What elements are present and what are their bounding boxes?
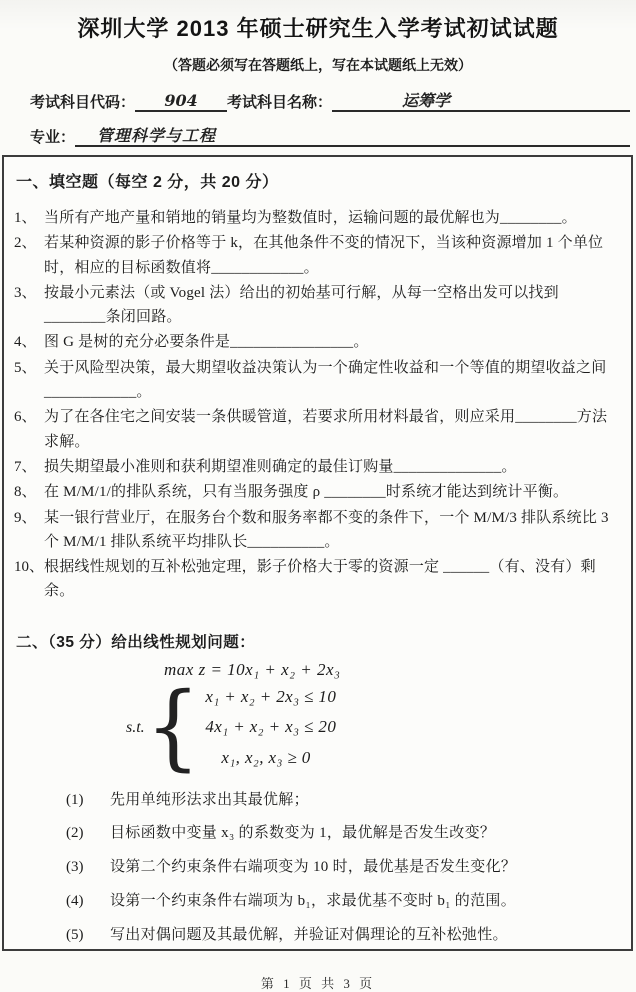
subquestions bbox=[66, 790, 619, 947]
fill-blank-item-4 bbox=[14, 330, 619, 354]
constraint-2: 4x₁ + x₂ + x₃ ≤ 20 bbox=[205, 717, 337, 737]
item-number: 9、 bbox=[14, 509, 37, 526]
answer-sheet-notice: （答题必须写在答题纸上，写在本试题纸上无效） bbox=[164, 57, 472, 73]
fill-blank-item-2 bbox=[14, 231, 619, 280]
subquestion-number: (1) bbox=[66, 791, 84, 808]
subquestion-5 bbox=[66, 925, 619, 947]
item-text: 根据线性规划的互补松弛定理，影子价格大于零的资源一定 ______（有、没有）剩余。 bbox=[44, 559, 596, 600]
item-text: 按最小元素法（或 Vogel 法）给出的初始基可行解，从每一空格出发可以找到________条闭回路。 bbox=[44, 284, 559, 326]
fill-blank-item-8 bbox=[14, 480, 619, 504]
major-field-row bbox=[30, 126, 630, 147]
item-number: 10、 bbox=[14, 559, 45, 576]
subquestion-text: 写出对偶问题及其最优解，并验证对偶理论的互补松弛性。 bbox=[110, 926, 508, 943]
major-value: 管理科学与工程 bbox=[75, 127, 630, 147]
subquestion-number: (4) bbox=[66, 892, 84, 909]
item-text: 关于风险型决策，最大期望收益决策认为一个确定性收益和一个等值的期望收益之间____________。 bbox=[44, 359, 607, 401]
subquestion-text: 设第二个约束条件右端项变为 10 时，最优基是否发生变化？ bbox=[110, 859, 517, 876]
fill-blank-item-3 bbox=[14, 281, 619, 330]
section2 bbox=[14, 630, 619, 947]
item-text: 图 G 是树的充分必要条件是________________。 bbox=[44, 334, 369, 351]
fill-blank-item-9 bbox=[14, 506, 619, 555]
fill-blank-item-10 bbox=[14, 555, 619, 604]
constraint-3: x₁, x₂, x₃ ≥ 0 bbox=[221, 747, 311, 767]
objective-function: max z = 10x₁ + x₂ + 2x₃ bbox=[164, 659, 341, 679]
section2-heading: 二、（35 分）给出线性规划问题： bbox=[16, 633, 256, 651]
subject-name-label: 考试科目名称： bbox=[227, 94, 333, 111]
major-label: 专业： bbox=[30, 129, 76, 146]
item-number: 3、 bbox=[14, 284, 37, 301]
item-text: 若某种资源的影子价格等于 k，在其他条件不变的情况下，当该种资源增加 1 个单位时，相应的目标函数值将____________。 bbox=[44, 235, 604, 276]
subquestion-number: (3) bbox=[66, 859, 84, 876]
item-number: 6、 bbox=[14, 409, 37, 426]
constraints-block bbox=[126, 672, 619, 781]
linear-program-formula bbox=[14, 659, 619, 781]
question-border-box bbox=[2, 155, 633, 951]
fill-blank-items bbox=[14, 206, 619, 604]
subject-code-label: 考试科目代码： bbox=[30, 94, 136, 111]
constraint-lines bbox=[205, 682, 336, 774]
fill-blank-item-1 bbox=[14, 206, 619, 230]
subject-name-value: 运筹学 bbox=[332, 92, 630, 112]
item-text: 某一银行营业厅，在服务台个数和服务率都不变的条件下，一个 M/M/3 排队系统比 3 个 M/M/1 排队系统平均排队长__________。 bbox=[44, 509, 609, 550]
subject-code-value: 904 bbox=[135, 92, 227, 112]
left-brace-icon: { bbox=[145, 672, 201, 781]
page-number: 第 1 页 共 3 页 bbox=[260, 976, 376, 991]
item-text: 当所有产地产量和销地的销量均为整数值时，运输问题的最优解也为________。 bbox=[44, 210, 577, 226]
subquestion-1 bbox=[66, 790, 619, 812]
subquestion-text: 设第一个约束条件右端项为 b₁，求最优基不变时 b₁ 的范围。 bbox=[110, 892, 517, 909]
fill-blank-item-6 bbox=[14, 405, 619, 454]
item-number: 7、 bbox=[14, 458, 37, 475]
constraint-1: x₁ + x₂ + 2x₃ ≤ 10 bbox=[205, 686, 337, 706]
item-number: 1、 bbox=[14, 210, 37, 226]
item-number: 5、 bbox=[14, 359, 37, 376]
subquestion-2 bbox=[66, 823, 619, 845]
section1-heading: 一、填空题（每空 2 分，共 20 分） bbox=[16, 174, 279, 191]
item-text: 为了在各住宅之间安装一条供暖管道，若要求所用材料最省，则应采用________方法求解。 bbox=[44, 409, 608, 450]
item-number: 4、 bbox=[14, 334, 37, 351]
fill-blank-item-7 bbox=[14, 455, 619, 479]
item-text: 在 M/M/1/的排队系统，只有当服务强度 ρ ________时系统才能达到统计平衡。 bbox=[44, 484, 569, 501]
subquestion-4 bbox=[66, 891, 619, 913]
item-number: 2、 bbox=[14, 235, 37, 252]
fill-blank-item-5 bbox=[14, 356, 619, 405]
subquestion-text: 先用单纯形法求出其最优解； bbox=[110, 791, 309, 808]
item-number: 8、 bbox=[14, 484, 37, 501]
subject-fields-row bbox=[30, 91, 630, 112]
item-text: 损失期望最小准则和获利期望准则确定的最佳订购量______________。 bbox=[44, 458, 517, 475]
subquestion-number: (2) bbox=[66, 825, 84, 842]
subquestion-text: 目标函数中变量 x₃ 的系数变为 1，最优解是否发生改变？ bbox=[110, 825, 496, 842]
subject-to-label: s.t. bbox=[126, 718, 145, 736]
subquestion-3 bbox=[66, 857, 619, 879]
subquestion-number: (5) bbox=[66, 926, 84, 943]
page-title: 深圳大学 2013 年硕士研究生入学考试初试试题 bbox=[77, 16, 559, 41]
